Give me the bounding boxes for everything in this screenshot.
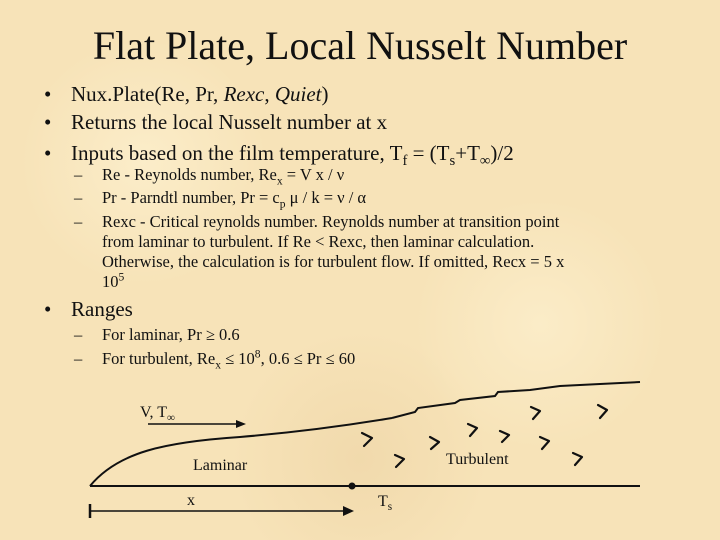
bullet-marker: • (44, 110, 52, 134)
arg-separator: , (264, 82, 275, 106)
bullet-marker: • (44, 82, 52, 106)
laminar-label: Laminar (193, 457, 248, 474)
subscript: p (279, 198, 286, 211)
text-part: = (T (407, 141, 450, 165)
laminar-boundary-curve (90, 418, 392, 486)
surface-point (349, 483, 356, 490)
bullet-marker: • (44, 297, 52, 321)
text-part: ≤ 10 (220, 349, 255, 368)
bullet-marker: • (44, 141, 52, 165)
ts-label (378, 493, 393, 514)
function-close: ) (321, 82, 329, 106)
turbulent-label: Turbulent (446, 451, 509, 468)
subscript: ∞ (479, 153, 491, 170)
text-part: For turbulent, Re (102, 349, 216, 368)
text-part: , 0.6 ≤ Pr ≤ 60 (260, 349, 356, 368)
subscript: ∞ (166, 412, 175, 425)
rexc-line-1: Rexc - Critical reynolds number. Reynolds number at transition point (102, 212, 560, 231)
arg-rexc: Rexc (223, 82, 265, 106)
dash-marker: – (74, 165, 83, 184)
slide-title: Flat Plate, Local Nusselt Number (92, 23, 628, 68)
text-part: T (378, 493, 388, 510)
text-part: )/2 (490, 141, 514, 165)
text-part: Pr - Parndtl number, Pr = c (102, 188, 280, 207)
dash-marker: – (74, 325, 83, 344)
laminar-range-text: For laminar, Pr ≥ 0.6 (102, 325, 240, 344)
x-dimension-arrow (90, 504, 354, 518)
text-part: Re - Reynolds number, Re (102, 165, 277, 184)
superscript: 8 (254, 348, 261, 361)
rexc-line-2: from laminar to turbulent. If Re < Rexc, then laminar calculation. (102, 232, 535, 251)
superscript: 5 (118, 271, 125, 284)
dash-marker: – (74, 212, 83, 231)
ranges-heading: Ranges (71, 297, 133, 321)
subscript: s (449, 153, 456, 170)
returns-text: Returns the local Nusselt number at x (71, 110, 388, 134)
dash-marker: – (74, 349, 83, 368)
text-part: 10 (102, 272, 119, 291)
rexc-line-3: Otherwise, the calculation is for turbulent flow. If omitted, Recx = 5 x (102, 252, 565, 271)
subscript: s (387, 501, 393, 514)
text-part: V, T (140, 404, 167, 421)
turbulent-boundary-line (392, 382, 640, 418)
x-label: x (187, 492, 195, 509)
text-part: = V x / ν (282, 165, 345, 184)
subscript: f (402, 153, 408, 170)
text-part: Inputs based on the film temperature, T (71, 141, 403, 165)
dash-marker: – (74, 188, 83, 207)
arg-quiet: Quiet (274, 82, 322, 106)
text-part: +T (455, 141, 480, 165)
text-part: μ / k = ν / α (285, 188, 367, 207)
function-name: Nux.Plate(Re, Pr, (71, 82, 224, 106)
freestream-label (140, 404, 175, 425)
subscript: x (276, 175, 283, 188)
subscript: x (215, 359, 221, 372)
